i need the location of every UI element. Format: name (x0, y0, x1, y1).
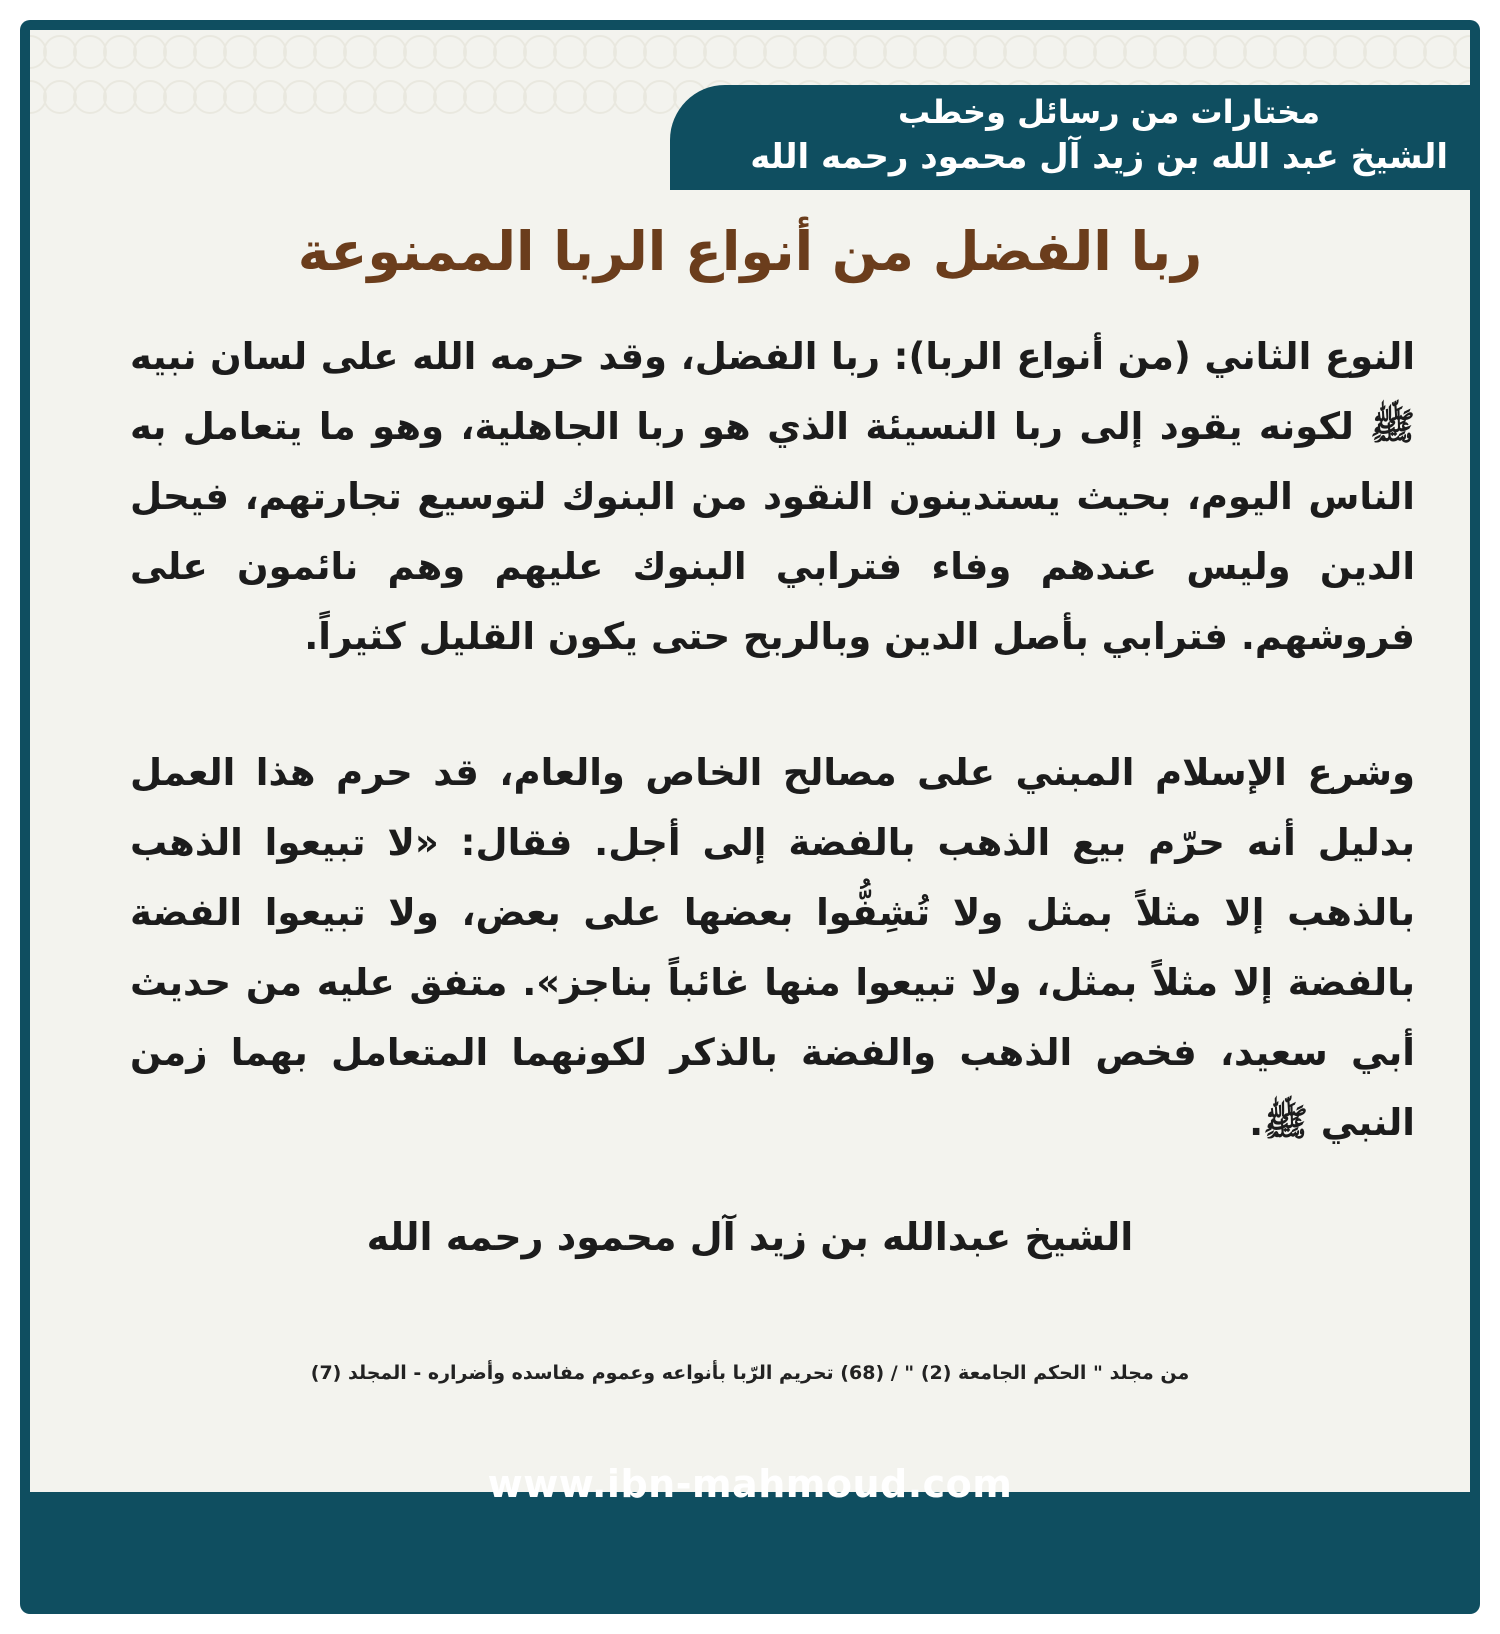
website-link[interactable]: www.ibn-mahmoud.com (487, 1462, 1013, 1506)
page-title: ربا الفضل من أنواع الربا الممنوعة (297, 220, 1203, 283)
header-subtitle: مختارات من رسائل وخطب (897, 93, 1320, 131)
paragraph-2: وشرع الإسلام المبني على مصالح الخاص والعام، قد حرم هذا العمل بدليل أنه حرّم بيع الذهب بالفضة إلى أجل. فقال: «لا تبيعوا الذهب بالذهب إلا مثلاً بمثل ولا تُشِفُّوا بعضها على بعض، ولا تبيعوا الفضة بالفضة إلا مثلاً بمثل، ولا تبيعوا منها غائباً بناجز». متفق عليه من حديث أبي سعيد، فخص الذهب والفضة بالذكر لكونهما المتعامل بهما زمن النبي ﷺ. (130, 751, 1415, 1144)
header-author: الشيخ عبد الله بن زيد آل محمود رحمه الله (750, 137, 1448, 177)
header-band (670, 85, 1470, 190)
paragraph-1: النوع الثاني (من أنواع الربا): ربا الفضل، وقد حرمه الله على لسان نبيه ﷺ لكونه يقود إلى ربا النسيئة الذي هو ربا الجاهلية، وهو ما يتعامل به الناس اليوم، بحيث يستدينون النقود من البنوك لتوسيع تجارتهم، فيحل الدين وليس عندهم وفاء فترابي البنوك عليهم وهم نائمون على فروشهم. فترابي بأصل الدين وبالربح حتى يكون القليل كثيراً. (130, 335, 1415, 658)
source-citation: من مجلد " الحكم الجامعة (2) " / (68) تحريم الرّبا بأنواعه وعموم مفاسده وأضراره - المجلد (7) (310, 1362, 1190, 1384)
signature: الشيخ عبدالله بن زيد آل محمود رحمه الله (366, 1215, 1134, 1259)
content-card (30, 30, 1470, 1492)
